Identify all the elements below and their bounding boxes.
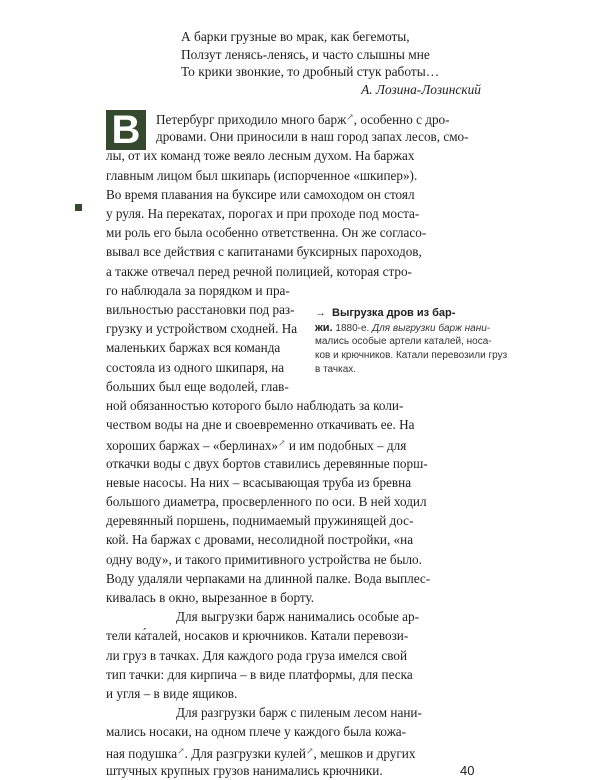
body-line: главным лицом был шкипарь (испорченное «шкипер»). xyxy=(106,167,418,183)
body-line: ной обязанностью которого было наблюдать за коли- xyxy=(106,398,404,413)
epigraph-line: Ползут ленясь-ленясь, и часто слышны мне xyxy=(181,46,430,62)
link-arrow-icon[interactable]: ↗ xyxy=(177,745,185,756)
body-line: откачки воды с двух бортов ставились деревянные порш- xyxy=(106,455,428,471)
figure-caption-line: мались особые артели каталей, носа- xyxy=(315,336,492,347)
body-line: лы, от их команд тоже веяло лесным духом. На баржах xyxy=(106,148,415,164)
body-line: грузку и устройством сходней. На xyxy=(106,321,298,337)
link-arrow-icon[interactable]: ↗ xyxy=(346,112,354,122)
body-line: большого диаметра, просверленного по оси. В ней ходил xyxy=(106,494,427,509)
epigraph xyxy=(181,28,481,98)
body-line: деревянный поршень, поднимаемый пружинящей дос- xyxy=(106,513,414,529)
body-line: ли груз в тачках. Для каждого рода груза имелся свой xyxy=(106,647,408,663)
body-line: кой. На баржах с дровами, несолидной постройки, «на xyxy=(106,532,414,548)
figure-caption-line: в тачках. xyxy=(315,364,357,375)
body-line: маленьких баржах вся команда xyxy=(106,340,281,356)
epigraph-line: То крики звонкие, то дробный стук работы… xyxy=(181,64,440,79)
body-line: невые насосы. На них – всасывающая труба из бревна xyxy=(106,474,412,490)
body-line: Во время плавания на буксире или самоходом он стоял xyxy=(106,186,415,202)
body-line: вильностью расстановки под раз- xyxy=(106,302,295,317)
body-line: Воду удаляли черпаками на длинной палке. Вода выплес- xyxy=(106,570,431,586)
body-line: Для выгрузки барж нанимались особые ар- xyxy=(176,609,419,625)
body-line: больших был еще водолей, глав- xyxy=(106,378,289,394)
body-line: вывал все действия с капитанами буксирных пароходов, xyxy=(106,244,422,260)
body-line: ми роль его была особенно ответственна. Он же согласо- xyxy=(106,225,427,241)
epigraph-line: А барки грузные во мрак, как бегемоты, xyxy=(181,29,410,44)
body-line: го наблюдала за порядком и пра- xyxy=(106,282,290,298)
body-line: а также отвечал перед речной полицией, которая стро- xyxy=(106,263,412,279)
figure-caption-title xyxy=(315,306,326,321)
body-line: мались носаки, на одном плече у каждого была кожа- xyxy=(106,724,407,740)
body-line: кивалась в окно, вырезанное в борту. xyxy=(106,590,315,605)
page-number: 40 xyxy=(460,762,475,778)
body-line: чеством воды на дне и своевременно откачивать ее. На xyxy=(106,417,415,433)
section-marker-icon xyxy=(75,204,82,211)
body-line: штучных крупных грузов нанимались крючники. xyxy=(106,762,383,778)
figure-caption-title: Выгрузка дров из бар- xyxy=(332,307,456,319)
caption-arrow-icon: → xyxy=(315,307,326,319)
body-line: Для разгрузки барж с пиленым лесом нани- xyxy=(176,705,422,721)
body-line: тели ка́талей, носаков и крючников. Катали перевози- xyxy=(106,628,409,644)
body-line: Петербург приходило много барж↗, особенно с дро- xyxy=(156,112,450,127)
figure-caption-line: жи. 1880-е. Для выгрузки барж нани- xyxy=(315,322,491,334)
body-line: и угля – в виде ящиков. xyxy=(106,686,238,701)
body-line: у руля. На перекатах, порогах и при проходе под моста- xyxy=(106,206,420,221)
body-line: ная подушка↗. Для разгрузки кулей↗, мешков и других xyxy=(106,745,416,761)
link-arrow-icon[interactable]: ↗ xyxy=(305,745,314,756)
link-arrow-icon[interactable]: ↗ xyxy=(278,438,286,449)
epigraph-author: А. Лозина-Лозинский xyxy=(361,81,481,97)
body-line: состояла из одного шкипаря, на xyxy=(106,359,285,375)
figure-caption-line: ков и крючников. Катали перевозили груз xyxy=(315,350,508,361)
body-line: хороших баржах – «берлинах»↗ и им подобных – для xyxy=(106,438,407,454)
body-line: одну воду», и такого примитивного устройства не было. xyxy=(106,551,422,567)
body-line: дровами. Они приносили в наш город запах лесов, смо- xyxy=(156,129,469,145)
drop-cap: В xyxy=(106,110,146,150)
body-line: тип тачки: для кирпича – в виде платформы, для песка xyxy=(106,666,413,682)
